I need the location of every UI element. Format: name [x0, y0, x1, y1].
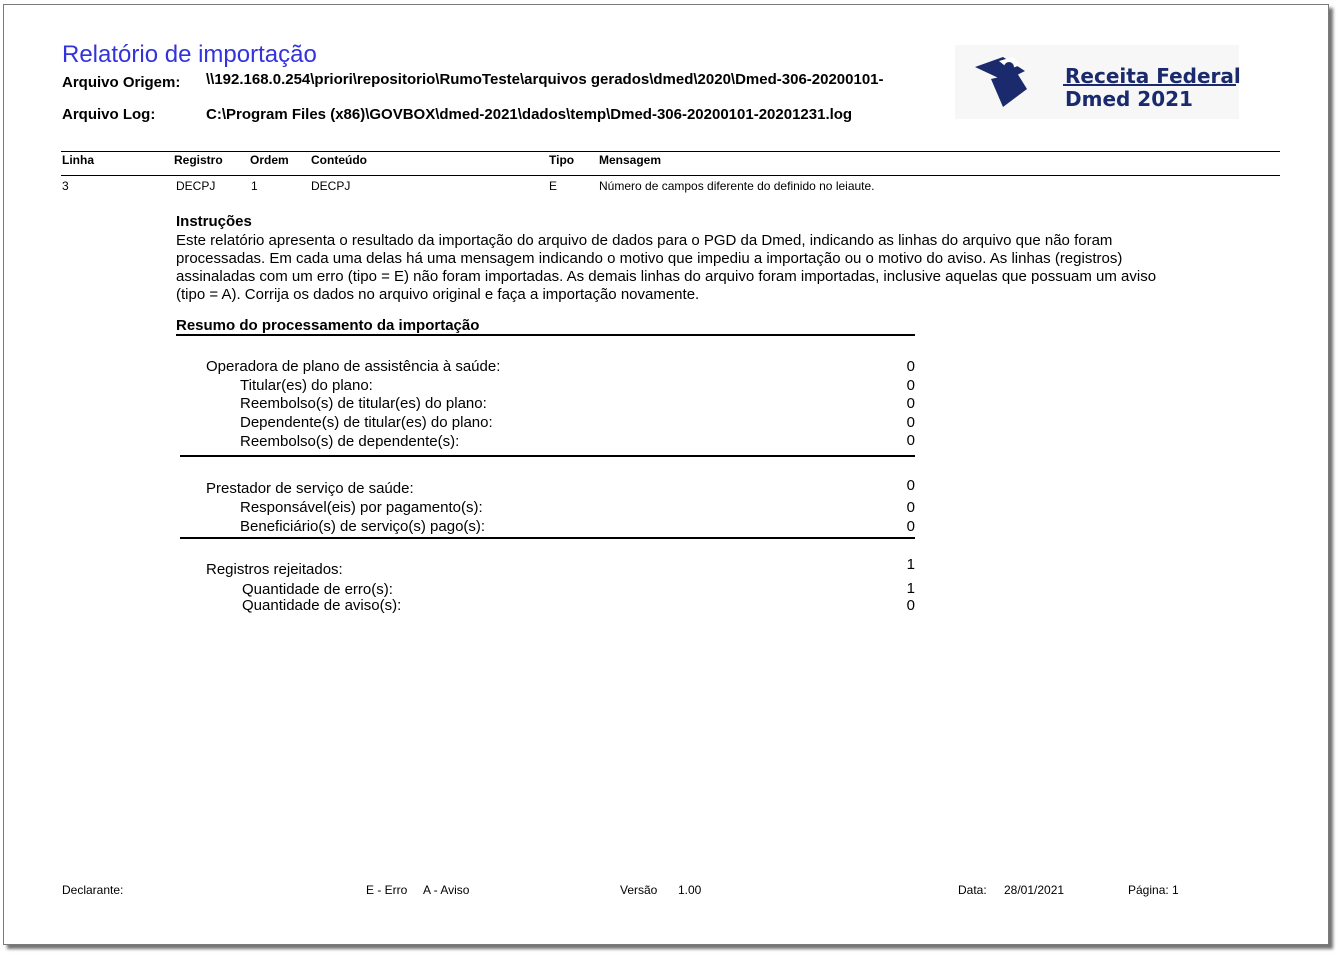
prestador-label: Prestador de serviço de saúde: — [206, 480, 414, 497]
reembolso-titular-label: Reembolso(s) de titular(es) do plano: — [240, 395, 487, 412]
footer-data-label: Data: — [958, 883, 987, 897]
cell-tipo: E — [549, 179, 558, 193]
rejeitados-value: 1 — [906, 556, 915, 573]
dependente-label: Dependente(s) de titular(es) do plano: — [240, 414, 493, 431]
reembolso-dependente-value: 0 — [906, 432, 915, 449]
footer-legend-aviso: A - Aviso — [423, 883, 470, 897]
origin-label: Arquivo Origem: — [62, 74, 181, 91]
col-header-ordem: Ordem — [250, 153, 289, 167]
cell-mensagem: Número de campos diferente do definido no leiaute. — [599, 179, 875, 193]
footer-data-value: 28/01/2021 — [1004, 883, 1065, 897]
summary-title-rule — [176, 334, 915, 336]
reembolso-dependente-label: Reembolso(s) de dependente(s): — [240, 433, 460, 450]
operadora-label: Operadora de plano de assistência à saúde: — [206, 358, 501, 375]
receita-federal-logo — [955, 45, 1239, 119]
log-path: C:\Program Files (x86)\GOVBOX\dmed-2021\dados\temp\Dmed-306-20200101-20201231.log — [206, 106, 853, 123]
instructions-text: Este relatório apresenta o resultado da importação do arquivo de dados para o PGD da Dmed, indicando as linhas do arquivo que não foram processadas. Em cada uma delas há uma mensagem indicando o motivo que impediu a importação ou o motivo do aviso. As linhas (registros) assinaladas com um erro (tipo = E) não foram importadas. As demais linhas do arquivo foram importadas, inclusive aquelas que possuam um aviso (tipo = A). Corrija os dados no arquivo original e faça a importação novamente. — [176, 232, 1157, 303]
footer-legend-erro: E - Erro — [366, 883, 408, 897]
origin-path: \\192.168.0.254\priori\repositorio\RumoTeste\arquivos gerados\dmed\2020\Dmed-306-20200101- — [206, 71, 884, 88]
col-header-conteudo: Conteúdo — [311, 153, 367, 167]
titular-value: 0 — [906, 377, 915, 394]
footer-versao-label: Versão — [620, 883, 658, 897]
footer-pagina: Página: 1 — [1128, 883, 1179, 897]
operadora-rule — [180, 455, 915, 457]
erros-label: Quantidade de erro(s): — [242, 581, 393, 598]
summary-title: Resumo do processamento da importação — [176, 317, 480, 334]
dependente-value: 0 — [906, 414, 915, 431]
beneficiario-label: Beneficiário(s) de serviço(s) pago(s): — [240, 518, 486, 535]
cell-linha: 3 — [62, 179, 69, 193]
avisos-value: 0 — [906, 597, 915, 614]
prestador-rule — [180, 537, 915, 539]
footer-declarante: Declarante: — [62, 883, 124, 897]
table-top-rule — [61, 151, 1280, 152]
erros-value: 1 — [906, 580, 915, 597]
cell-ordem: 1 — [251, 179, 258, 193]
cell-conteudo: DECPJ — [311, 179, 351, 193]
col-header-mensagem: Mensagem — [599, 153, 662, 167]
responsavel-label: Responsável(eis) por pagamento(s): — [240, 499, 483, 516]
log-label: Arquivo Log: — [62, 106, 156, 123]
cell-registro: DECPJ — [176, 179, 216, 193]
reembolso-titular-value: 0 — [906, 395, 915, 412]
col-header-tipo: Tipo — [549, 153, 575, 167]
beneficiario-value: 0 — [906, 518, 915, 535]
logo-line2: Dmed 2021 — [1065, 87, 1193, 111]
titular-label: Titular(es) do plano: — [240, 377, 373, 394]
avisos-label: Quantidade de aviso(s): — [242, 597, 402, 614]
operadora-value: 0 — [906, 358, 915, 375]
report-page — [3, 4, 1329, 945]
logo-line1: Receita Federal — [1065, 64, 1241, 88]
rejeitados-label: Registros rejeitados: — [206, 561, 343, 578]
prestador-value: 0 — [906, 477, 915, 494]
report-title: Relatório de importação — [62, 41, 317, 68]
col-header-registro: Registro — [174, 153, 223, 167]
footer-versao-value: 1.00 — [678, 883, 702, 897]
instructions-title: Instruções — [176, 213, 252, 230]
responsavel-value: 0 — [906, 499, 915, 516]
table-header-rule — [61, 175, 1280, 176]
col-header-linha: Linha — [62, 153, 94, 167]
